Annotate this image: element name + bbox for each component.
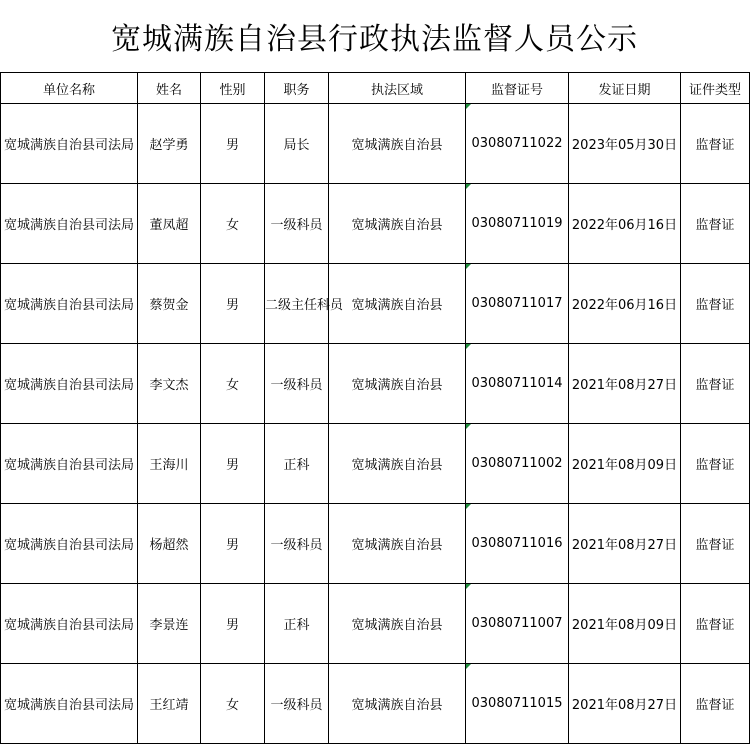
type-cell: 监督证 <box>681 424 750 504</box>
type-cell: 监督证 <box>681 664 750 744</box>
cert-no-cell: 03080711002 <box>466 424 569 504</box>
cert-no-cell: 03080711016 <box>466 504 569 584</box>
date-cell: 2021年08月27日 <box>569 344 681 424</box>
area-cell: 宽城满族自治县 <box>329 184 466 264</box>
table-row <box>1 664 750 744</box>
header-duty: 职务 <box>265 73 329 104</box>
gender-cell: 男 <box>201 264 265 344</box>
unit-cell: 宽城满族自治县司法局 <box>1 344 138 424</box>
name-cell: 蔡贺金 <box>138 264 201 344</box>
date-cell: 2021年08月09日 <box>569 424 681 504</box>
type-cell: 监督证 <box>681 584 750 664</box>
unit-cell: 宽城满族自治县司法局 <box>1 584 138 664</box>
area-cell: 宽城满族自治县 <box>329 344 466 424</box>
date-cell: 2021年08月27日 <box>569 664 681 744</box>
gender-cell: 男 <box>201 504 265 584</box>
table-row <box>1 344 750 424</box>
date-cell: 2021年08月09日 <box>569 584 681 664</box>
gender-cell: 男 <box>201 424 265 504</box>
name-cell: 董凤超 <box>138 184 201 264</box>
area-cell: 宽城满族自治县 <box>329 264 466 344</box>
cert-no-cell: 03080711014 <box>466 344 569 424</box>
duty-cell: 一级科员 <box>265 504 329 584</box>
duty-cell: 二级主任科员 <box>265 264 329 344</box>
cert-no-cell: 03080711015 <box>466 664 569 744</box>
area-cell: 宽城满族自治县 <box>329 424 466 504</box>
name-cell: 王红靖 <box>138 664 201 744</box>
unit-cell: 宽城满族自治县司法局 <box>1 104 138 184</box>
header-date: 发证日期 <box>569 73 681 104</box>
date-cell: 2023年05月30日 <box>569 104 681 184</box>
header-type: 证件类型 <box>681 73 750 104</box>
header-name: 姓名 <box>138 73 201 104</box>
cert-no-cell: 03080711019 <box>466 184 569 264</box>
header-row <box>1 73 750 104</box>
type-cell: 监督证 <box>681 104 750 184</box>
cert-no-cell: 03080711022 <box>466 104 569 184</box>
page-title: 宽城满族自治县行政执法监督人员公示 <box>111 22 638 57</box>
header-gender: 性别 <box>201 73 265 104</box>
unit-cell: 宽城满族自治县司法局 <box>1 664 138 744</box>
unit-cell: 宽城满族自治县司法局 <box>1 424 138 504</box>
type-cell: 监督证 <box>681 344 750 424</box>
table-row <box>1 104 750 184</box>
duty-cell: 一级科员 <box>265 344 329 424</box>
area-cell: 宽城满族自治县 <box>329 504 466 584</box>
table-row <box>1 504 750 584</box>
name-cell: 李景连 <box>138 584 201 664</box>
duty-cell: 一级科员 <box>265 664 329 744</box>
gender-cell: 男 <box>201 104 265 184</box>
duty-cell: 一级科员 <box>265 184 329 264</box>
area-cell: 宽城满族自治县 <box>329 104 466 184</box>
table-row <box>1 184 750 264</box>
table-row <box>1 424 750 504</box>
gender-cell: 女 <box>201 664 265 744</box>
duty-cell: 正科 <box>265 424 329 504</box>
name-cell: 赵学勇 <box>138 104 201 184</box>
date-cell: 2022年06月16日 <box>569 264 681 344</box>
table-row <box>1 264 750 344</box>
gender-cell: 女 <box>201 184 265 264</box>
unit-cell: 宽城满族自治县司法局 <box>1 264 138 344</box>
gender-cell: 男 <box>201 584 265 664</box>
area-cell: 宽城满族自治县 <box>329 584 466 664</box>
unit-cell: 宽城满族自治县司法局 <box>1 184 138 264</box>
table-row <box>1 584 750 664</box>
cert-no-cell: 03080711017 <box>466 264 569 344</box>
date-cell: 2021年08月27日 <box>569 504 681 584</box>
name-cell: 李文杰 <box>138 344 201 424</box>
gender-cell: 女 <box>201 344 265 424</box>
unit-cell: 宽城满族自治县司法局 <box>1 504 138 584</box>
area-cell: 宽城满族自治县 <box>329 664 466 744</box>
name-cell: 王海川 <box>138 424 201 504</box>
type-cell: 监督证 <box>681 184 750 264</box>
duty-cell: 正科 <box>265 584 329 664</box>
type-cell: 监督证 <box>681 264 750 344</box>
type-cell: 监督证 <box>681 504 750 584</box>
date-cell: 2022年06月16日 <box>569 184 681 264</box>
name-cell: 杨超然 <box>138 504 201 584</box>
header-cert-no: 监督证号 <box>466 73 569 104</box>
personnel-table <box>0 72 750 744</box>
header-area: 执法区域 <box>329 73 466 104</box>
header-unit: 单位名称 <box>1 73 138 104</box>
duty-cell: 局长 <box>265 104 329 184</box>
cert-no-cell: 03080711007 <box>466 584 569 664</box>
